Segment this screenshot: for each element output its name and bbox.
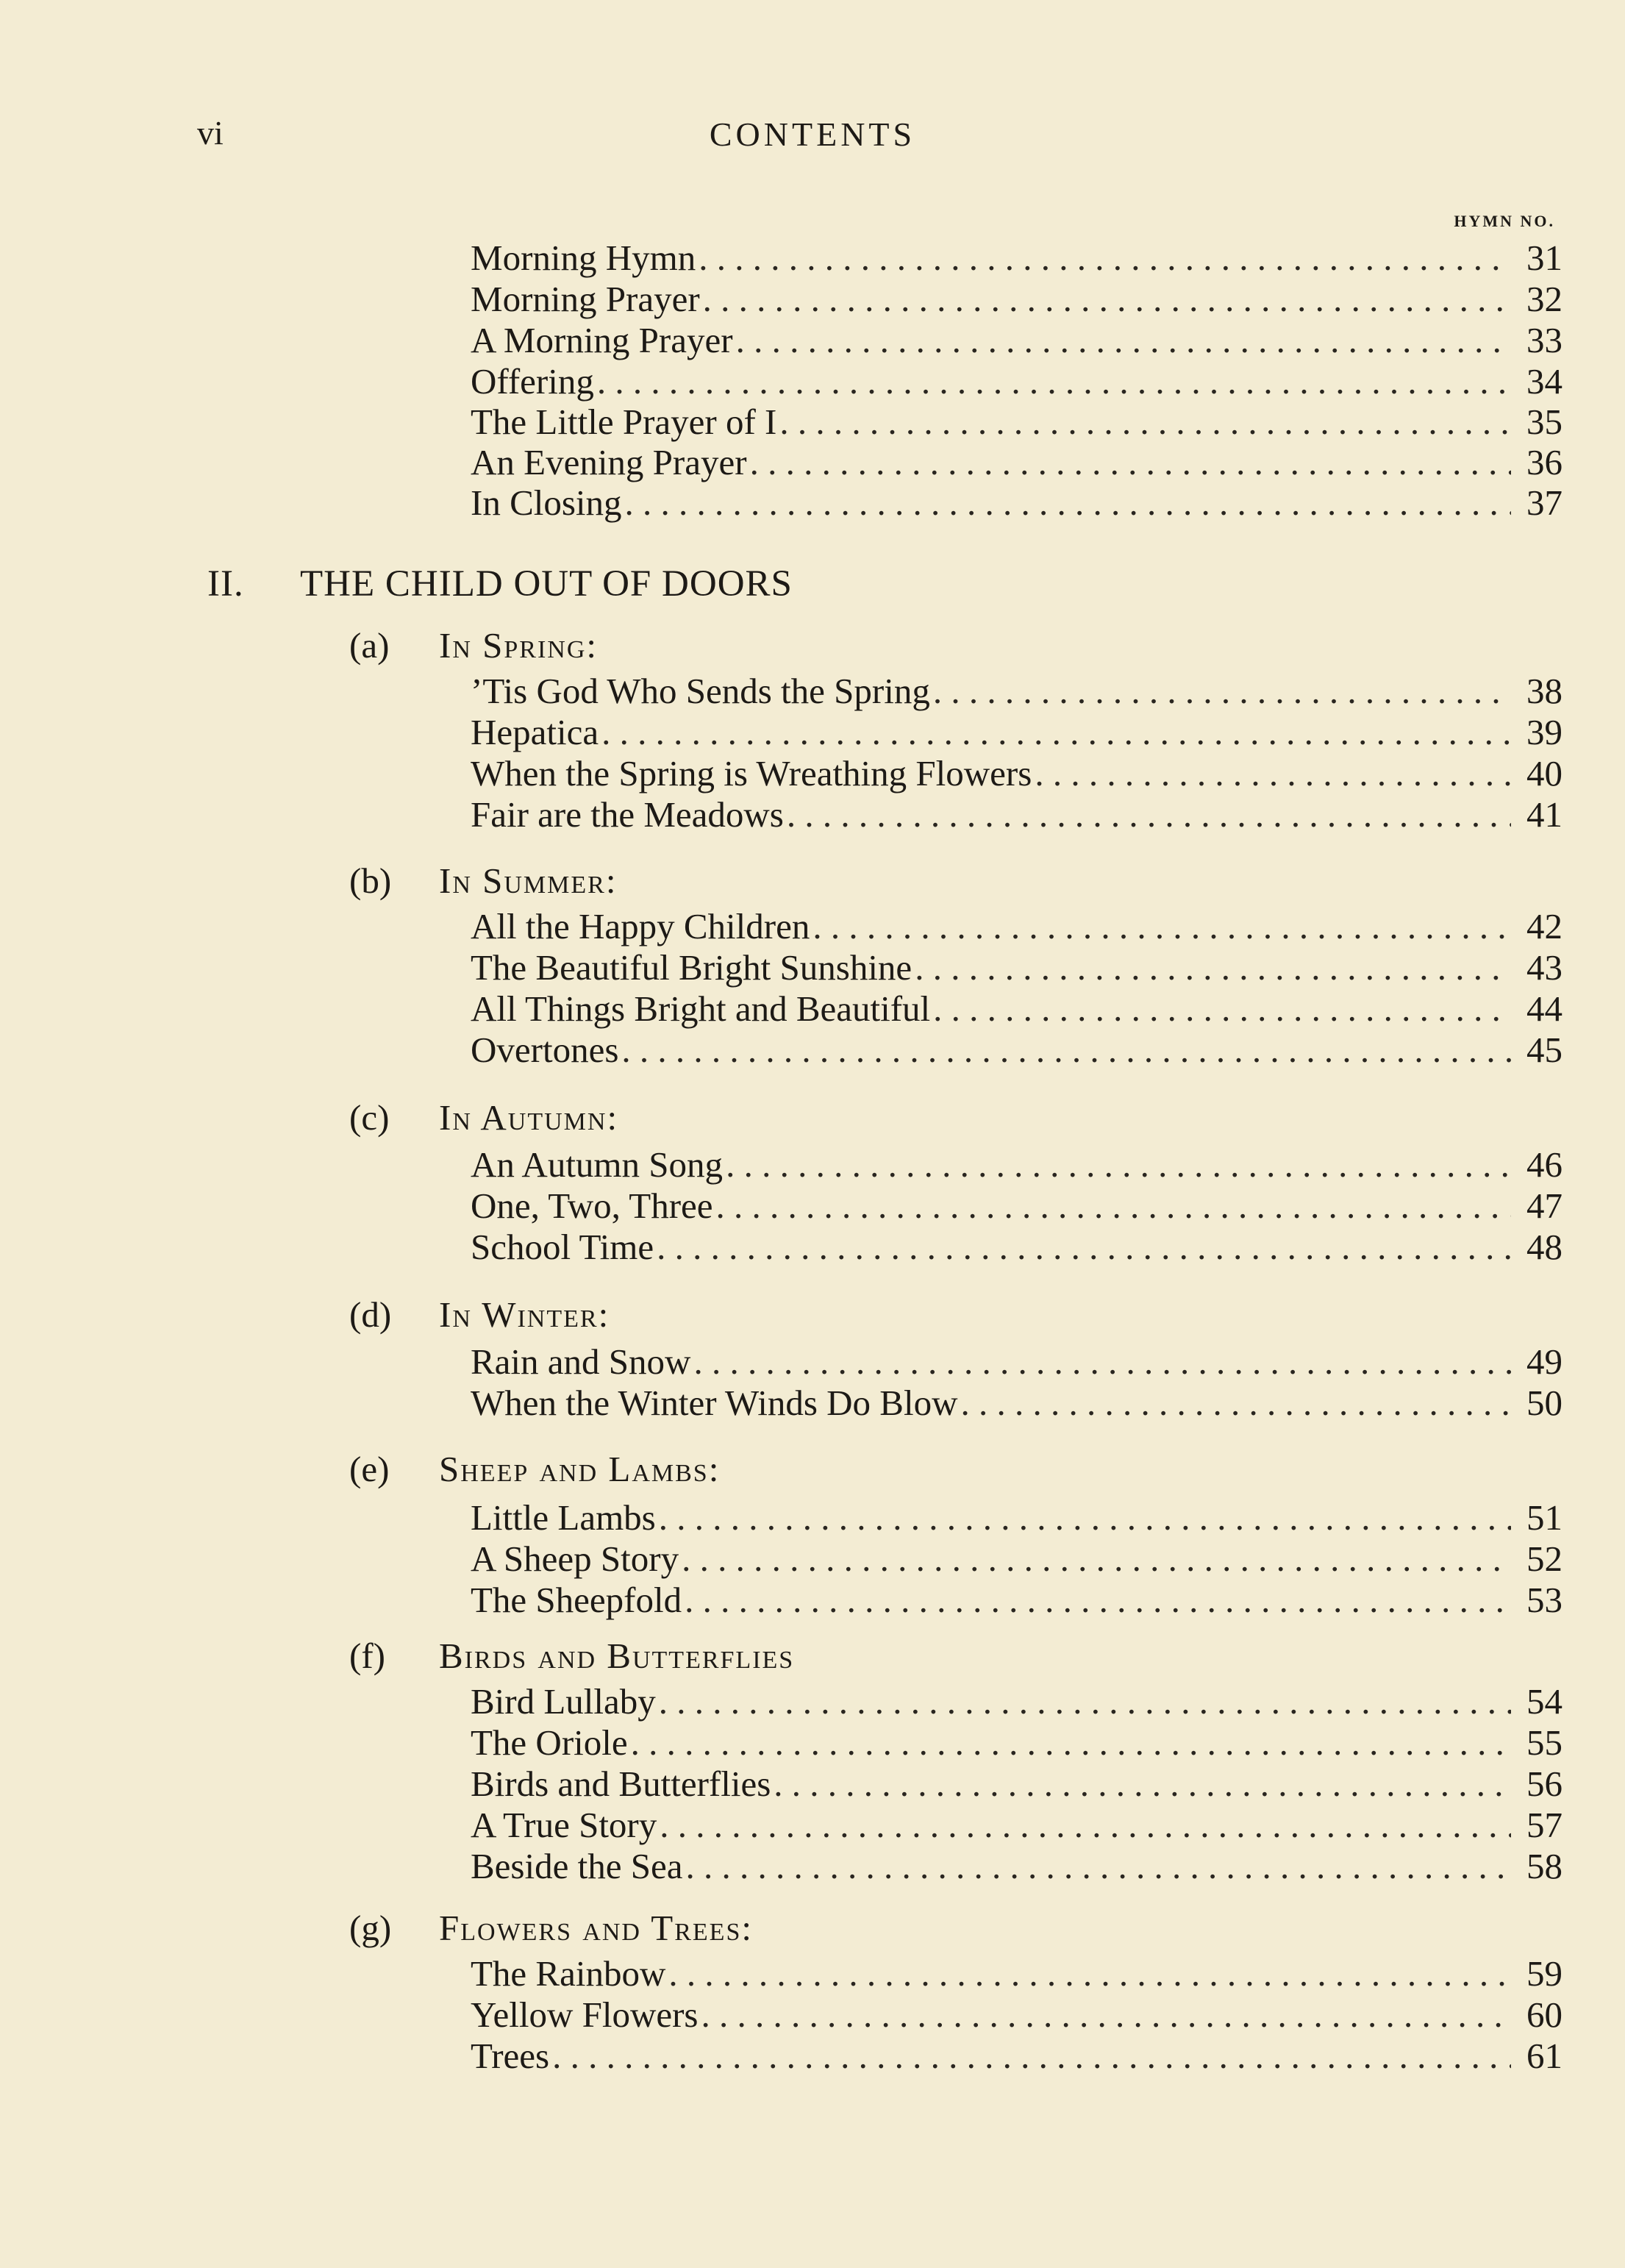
- dot-leader: [625, 482, 1511, 524]
- entry-title: Fair are the Meadows: [471, 794, 784, 835]
- section-title: In Winter:: [439, 1294, 610, 1335]
- dot-leader: [960, 1383, 1511, 1424]
- hymn-number: 49: [1526, 1341, 1562, 1382]
- dot-leader: [1035, 753, 1511, 794]
- toc-entry: [471, 402, 1562, 443]
- dot-leader: [813, 906, 1511, 947]
- entry-title: Beside the Sea: [471, 1846, 683, 1886]
- hymn-number: 41: [1526, 794, 1562, 835]
- dot-leader: [552, 2036, 1511, 2077]
- toc-entry: [471, 1227, 1562, 1268]
- section-letter: (b): [349, 860, 392, 901]
- toc-entry: [471, 794, 1562, 835]
- hymn-number: 47: [1526, 1185, 1562, 1226]
- part-title: THE CHILD OUT OF DOORS: [300, 563, 793, 605]
- entry-title: All the Happy Children: [471, 906, 810, 946]
- hymn-number: 37: [1526, 482, 1562, 523]
- toc-entry: [471, 320, 1562, 361]
- hymn-number: 52: [1526, 1538, 1562, 1579]
- entry-title: All Things Bright and Beautiful: [471, 988, 931, 1029]
- toc-entry: [471, 238, 1562, 279]
- section-title: Birds and Butterflies: [439, 1636, 795, 1676]
- section-heading: [349, 1636, 794, 1677]
- section-letter: (g): [349, 1908, 392, 1948]
- hymn-number: 48: [1526, 1227, 1562, 1267]
- entry-title: When the Winter Winds Do Blow: [471, 1383, 958, 1423]
- toc-entry: [471, 279, 1562, 320]
- entry-title: Yellow Flowers: [471, 1994, 699, 2035]
- dot-leader: [685, 1580, 1511, 1621]
- toc-entry: [471, 1144, 1562, 1185]
- toc-entry: [471, 1538, 1562, 1580]
- toc-entry: [471, 1580, 1562, 1621]
- dot-leader: [750, 442, 1511, 483]
- section-heading: [349, 860, 617, 902]
- toc-entry: [471, 1383, 1562, 1424]
- toc-entry: [471, 361, 1562, 402]
- toc-entry: [471, 1341, 1562, 1383]
- dot-leader: [660, 1805, 1511, 1846]
- hymn-number: 57: [1526, 1805, 1562, 1845]
- entry-title: ’Tis God Who Sends the Spring: [471, 671, 930, 711]
- dot-leader: [774, 1764, 1511, 1805]
- hymn-number: 39: [1526, 712, 1562, 752]
- hymn-number: 32: [1526, 279, 1562, 319]
- hymn-number: 46: [1526, 1144, 1562, 1185]
- section-heading: [349, 1097, 618, 1138]
- section-letter: (c): [349, 1097, 390, 1138]
- section-letter: (a): [349, 625, 390, 666]
- section-title: In Spring:: [439, 625, 599, 666]
- entry-title: Morning Prayer: [471, 279, 700, 319]
- entry-title: A Sheep Story: [471, 1538, 679, 1579]
- section-heading: [349, 1908, 753, 1949]
- dot-leader: [693, 1341, 1511, 1383]
- dot-leader: [597, 361, 1511, 402]
- hymn-number: 45: [1526, 1030, 1562, 1070]
- entry-title: Trees: [471, 2036, 550, 2076]
- hymn-number: 61: [1526, 2036, 1562, 2076]
- toc-entry: [471, 1846, 1562, 1887]
- entry-title: The Beautiful Bright Sunshine: [471, 947, 913, 988]
- toc-entry: [471, 906, 1562, 947]
- entry-title: Offering: [471, 361, 594, 402]
- section-letter: (f): [349, 1636, 385, 1676]
- page-number: vi: [197, 114, 224, 151]
- entry-title: The Oriole: [471, 1722, 628, 1763]
- section-letter: (e): [349, 1449, 390, 1489]
- column-heading: HYMN NO.: [1454, 212, 1555, 230]
- hymn-number: 55: [1526, 1722, 1562, 1763]
- toc-entry: [471, 1497, 1562, 1538]
- hymn-number: 56: [1526, 1764, 1562, 1804]
- section-letter: (d): [349, 1294, 392, 1335]
- dot-leader: [621, 1030, 1511, 1071]
- dot-leader: [657, 1227, 1511, 1268]
- section-title: In Autumn:: [439, 1097, 619, 1138]
- hymn-number: 33: [1526, 320, 1562, 360]
- dot-leader: [736, 320, 1511, 361]
- toc-entry: [471, 1722, 1562, 1764]
- hymn-number: 58: [1526, 1846, 1562, 1886]
- entry-title: Little Lambs: [471, 1497, 656, 1538]
- dot-leader: [933, 988, 1511, 1030]
- dot-leader: [703, 279, 1511, 320]
- hymn-number: 36: [1526, 442, 1562, 482]
- entry-title: The Rainbow: [471, 1953, 666, 1994]
- entry-title: In Closing: [471, 482, 622, 523]
- part-numeral: II.: [207, 563, 244, 605]
- dot-leader: [787, 794, 1511, 835]
- entry-title: One, Two, Three: [471, 1185, 713, 1226]
- hymn-number: 43: [1526, 947, 1562, 988]
- hymn-number: 34: [1526, 361, 1562, 402]
- toc-entry: [471, 1681, 1562, 1722]
- dot-leader: [659, 1681, 1511, 1722]
- entry-title: A True Story: [471, 1805, 657, 1845]
- toc-entry: [471, 1185, 1562, 1227]
- toc-entry: [471, 1953, 1562, 1994]
- section-heading: [349, 1294, 610, 1336]
- dot-leader: [699, 238, 1511, 279]
- dot-leader: [716, 1185, 1511, 1227]
- toc-entry: [471, 1764, 1562, 1805]
- dot-leader: [915, 947, 1511, 988]
- part-heading: [207, 563, 793, 605]
- entry-title: Morning Hymn: [471, 238, 696, 278]
- toc-entry: [471, 712, 1562, 753]
- toc-entry: [471, 1805, 1562, 1846]
- section-heading: [349, 1449, 720, 1490]
- dot-leader: [631, 1722, 1511, 1764]
- entry-title: When the Spring is Wreathing Flowers: [471, 753, 1032, 794]
- toc-entry: [471, 671, 1562, 712]
- hymn-number: 53: [1526, 1580, 1562, 1620]
- dot-leader: [601, 712, 1511, 753]
- toc-entry: [471, 753, 1562, 794]
- hymn-number: 35: [1526, 402, 1562, 442]
- dot-leader: [659, 1497, 1511, 1538]
- hymn-number: 38: [1526, 671, 1562, 711]
- entry-title: An Autumn Song: [471, 1144, 724, 1185]
- section-title: In Summer:: [439, 860, 618, 901]
- toc-entry: [471, 482, 1562, 524]
- section-title: Sheep and Lambs:: [439, 1449, 721, 1489]
- dot-leader: [726, 1144, 1511, 1185]
- dot-leader: [682, 1538, 1511, 1580]
- hymn-number: 51: [1526, 1497, 1562, 1538]
- toc-entry: [471, 988, 1562, 1030]
- entry-title: An Evening Prayer: [471, 442, 747, 482]
- entry-title: Birds and Butterflies: [471, 1764, 771, 1804]
- dot-leader: [668, 1953, 1511, 1994]
- dot-leader: [685, 1846, 1511, 1887]
- section-heading: [349, 625, 598, 666]
- dot-leader: [701, 1994, 1511, 2036]
- running-title: CONTENTS: [709, 115, 916, 153]
- hymn-number: 44: [1526, 988, 1562, 1029]
- dot-leader: [779, 402, 1511, 443]
- hymn-number: 50: [1526, 1383, 1562, 1423]
- entry-title: The Little Prayer of I: [471, 402, 777, 442]
- entry-title: A Morning Prayer: [471, 320, 733, 360]
- dot-leader: [933, 671, 1511, 712]
- toc-entry: [471, 1994, 1562, 2036]
- entry-title: Hepatica: [471, 712, 599, 752]
- hymn-number: 54: [1526, 1681, 1562, 1722]
- toc-entry: [471, 442, 1562, 483]
- entry-title: School Time: [471, 1227, 654, 1267]
- entry-title: Rain and Snow: [471, 1341, 691, 1382]
- hymn-number: 60: [1526, 1994, 1562, 2035]
- hymn-number: 42: [1526, 906, 1562, 946]
- section-title: Flowers and Trees:: [439, 1908, 753, 1948]
- hymn-number: 31: [1526, 238, 1562, 278]
- hymn-number: 59: [1526, 1953, 1562, 1994]
- entry-title: The Sheepfold: [471, 1580, 682, 1620]
- toc-entry: [471, 2036, 1562, 2077]
- toc-entry: [471, 947, 1562, 988]
- entry-title: Overtones: [471, 1030, 619, 1070]
- toc-entry: [471, 1030, 1562, 1071]
- entry-title: Bird Lullaby: [471, 1681, 656, 1722]
- hymn-number: 40: [1526, 753, 1562, 794]
